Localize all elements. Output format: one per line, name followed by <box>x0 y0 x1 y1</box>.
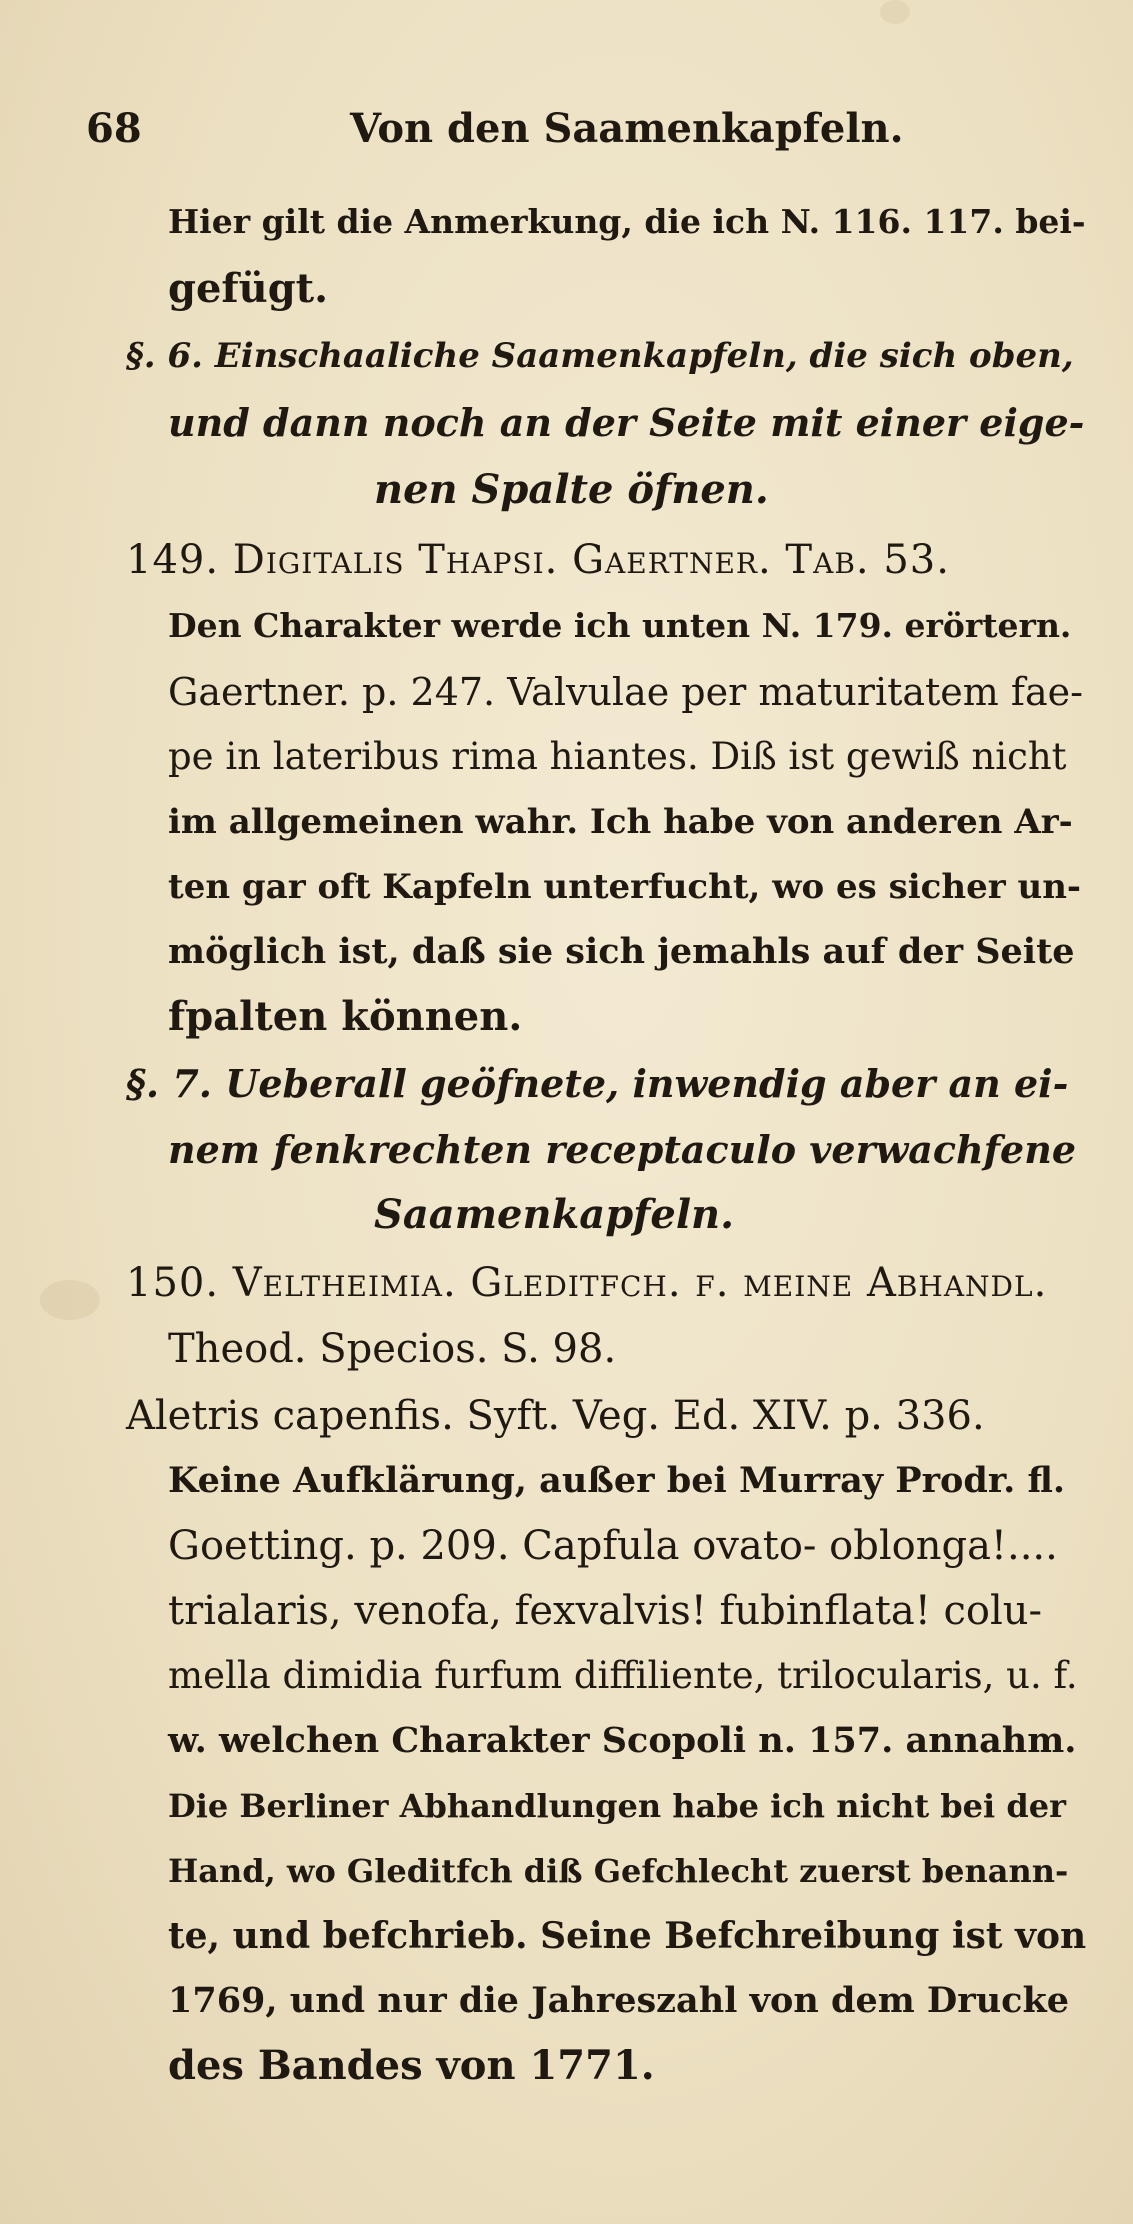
text-line: gefügt. <box>168 265 329 312</box>
page-number: 68 <box>86 105 142 152</box>
section-heading: und dann noch an der Seite mit einer eige- <box>168 400 1085 445</box>
text-line: Theod. Specios. S. 98. <box>168 1326 617 1372</box>
text-line: Den Charakter werde ich unten N. 179. erörtern. <box>168 606 1072 645</box>
text-line: Aletris capenfis. Syft. Veg. Ed. XIV. p. 336. <box>126 1393 985 1439</box>
text-line: ten gar oft Kapfeln unterfucht, wo es sicher un- <box>168 867 1082 907</box>
text-line: Gaertner. p. 247. Valvulae per maturitatem fae- <box>168 670 1083 714</box>
section-heading: §. 7. Ueberall geöfnete, inwendig aber an ei- <box>126 1061 1069 1106</box>
entry-heading: 149. Digitalis Thapsi. Gaertner. Tab. 53. <box>126 537 950 583</box>
text-line: Goetting. p. 209. Capfula ovato- oblonga!.... <box>168 1523 1058 1569</box>
text-line: des Bandes von 1771. <box>168 2042 655 2089</box>
text-line: te, und befchrieb. Seine Befchreibung ist von <box>168 1915 1087 1957</box>
entry-heading: 150. Veltheimia. Gleditfch. f. meine Abhandl. <box>126 1260 1048 1306</box>
text-line: pe in lateribus rima hiantes. Diß ist gewiß nicht <box>168 735 1067 778</box>
text-line: Keine Aufklärung, außer bei Murray Prodr. fl. <box>168 1460 1066 1501</box>
text-line: Hand, wo Gleditfch diß Gefchlecht zuerst benann- <box>168 1852 1069 1890</box>
paper-stain <box>40 1280 100 1320</box>
section-heading: §. 6. Einschaaliche Saamenkapfeln, die sich oben, <box>126 336 1074 376</box>
text-line: fpalten können. <box>168 993 523 1040</box>
text-line: w. welchen Charakter Scopoli n. 157. annahm. <box>168 1720 1077 1761</box>
paper-stain <box>880 0 910 24</box>
running-title: Von den Saamenkapfeln. <box>350 105 904 152</box>
text-line: trialaris, venofa, fexvalvis! fubinflata! colu- <box>168 1588 1043 1634</box>
text-line: mella dimidia furfum diffiliente, trilocularis, u. f. <box>168 1654 1078 1697</box>
section-heading: Saamenkapfeln. <box>374 1191 735 1238</box>
text-line: Die Berliner Abhandlungen habe ich nicht bei der <box>168 1787 1066 1825</box>
section-heading: nen Spalte öfnen. <box>374 466 769 513</box>
text-line: Hier gilt die Anmerkung, die ich N. 116. 117. bei- <box>168 202 1086 241</box>
text-line: möglich ist, daß sie sich jemahls auf der Seite <box>168 931 1075 972</box>
text-line: 1769, und nur die Jahreszahl von dem Drucke <box>168 1980 1069 2021</box>
text-line: im allgemeinen wahr. Ich habe von anderen Ar- <box>168 802 1073 842</box>
section-heading: nem fenkrechten receptaculo verwachfene <box>168 1127 1077 1172</box>
